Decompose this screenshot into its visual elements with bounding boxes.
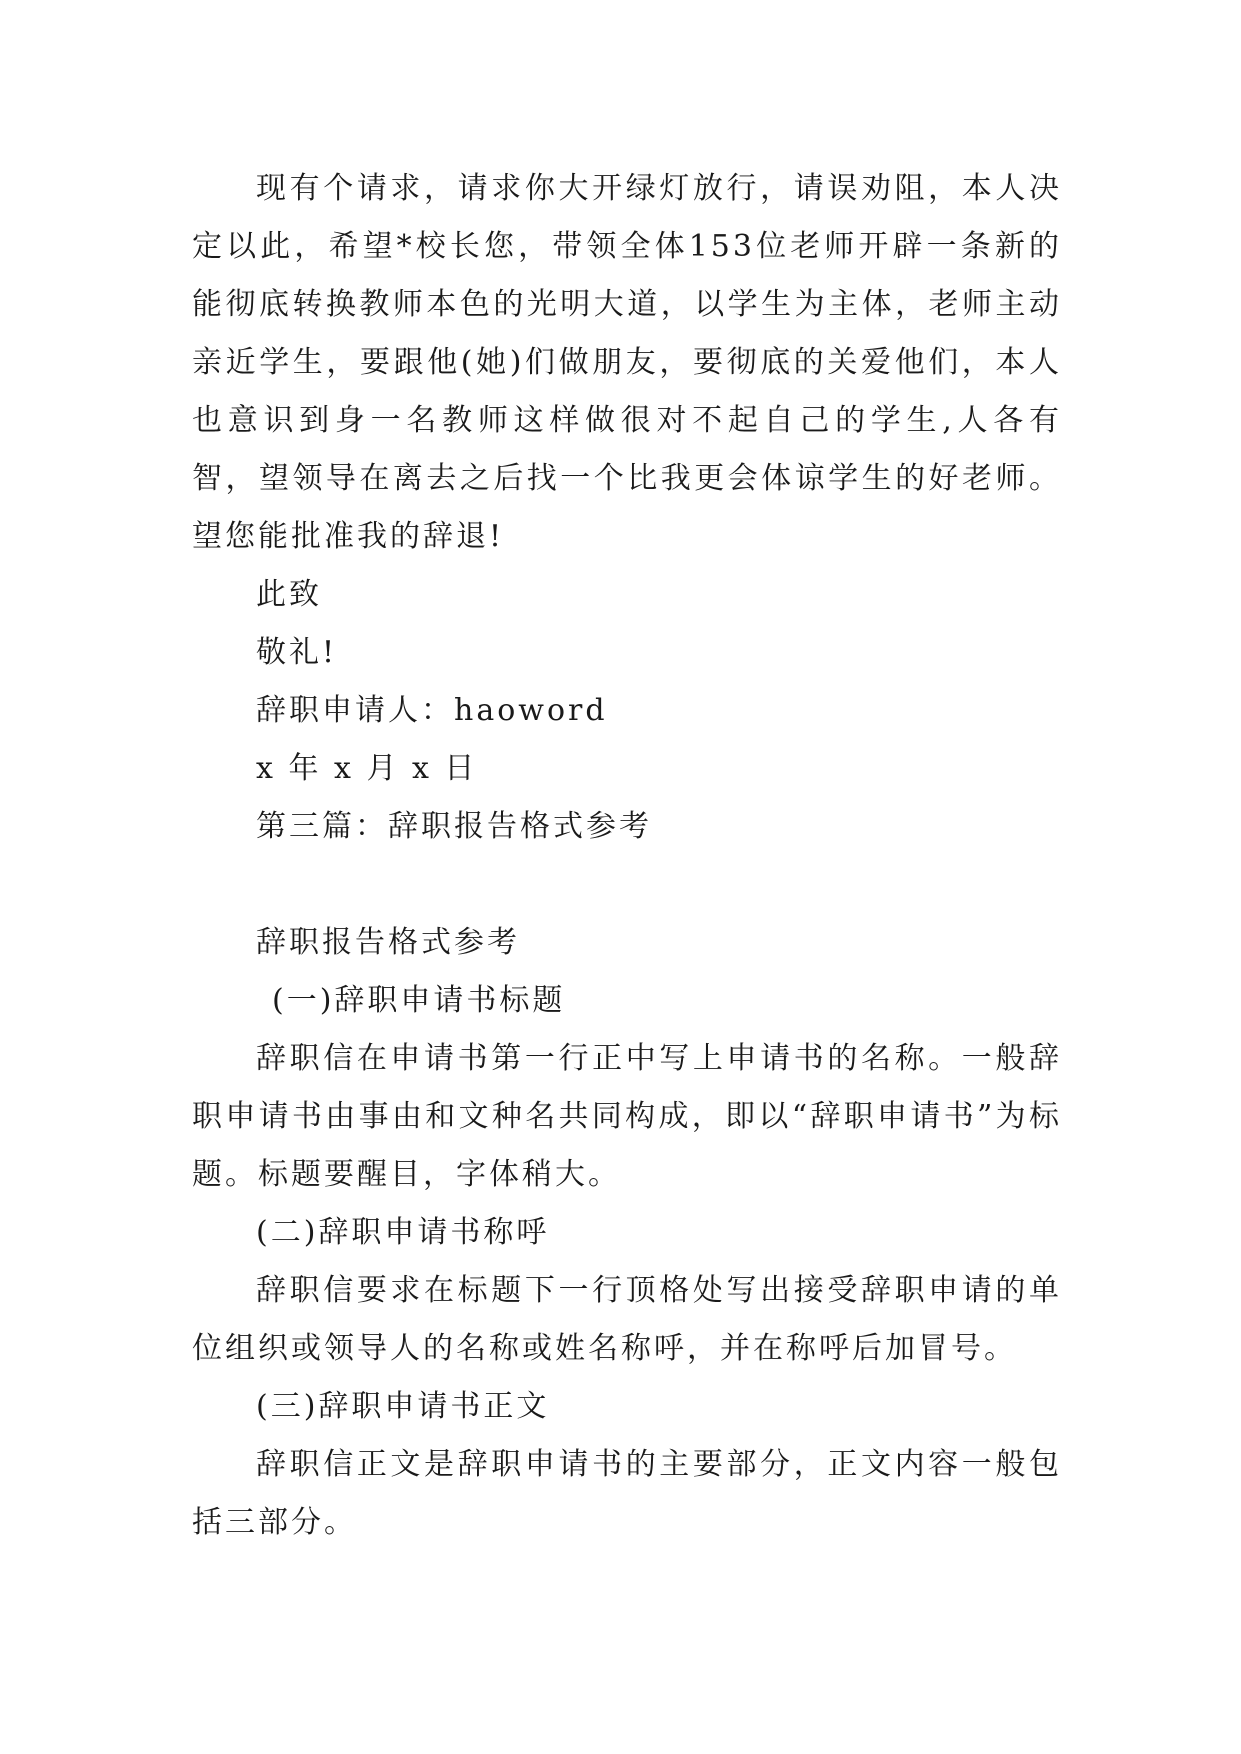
section-title: 第三篇：辞职报告格式参考 bbox=[256, 809, 652, 844]
heading-body: (三)辞职申请书正文 bbox=[256, 1389, 550, 1424]
document-body bbox=[192, 160, 1062, 1552]
blank-line bbox=[192, 856, 1062, 914]
date-line: x 年 x 月 x 日 bbox=[256, 751, 478, 786]
subtitle: 辞职报告格式参考 bbox=[256, 925, 520, 960]
signature-line: 辞职申请人：haoword bbox=[256, 693, 608, 728]
paragraph-body-desc: 辞职信正文是辞职申请书的主要部分，正文内容一般包括三部分。 bbox=[192, 1447, 1062, 1540]
resignation-paragraph: 现有个请求，请求你大开绿灯放行，请误劝阻，本人决定以此，希望*校长您，带领全体153位老师开辟一条新的能彻底转换教师本色的光明大道，以学生为主体，老师主动亲近学生，要跟他(她)们做朋友，要彻底的关爱他们，本人也意识到身一名教师这样做很对不起自己的学生,人各有智，望领导在离去之后找一个比我更会体谅学生的好老师。望您能批准我的辞退! bbox=[192, 171, 1062, 554]
heading-salutation: (二)辞职申请书称呼 bbox=[256, 1215, 550, 1250]
paragraph-salutation-desc: 辞职信要求在标题下一行顶格处写出接受辞职申请的单位组织或领导人的名称或姓名称呼，并在称呼后加冒号。 bbox=[192, 1273, 1062, 1366]
paragraph-title-desc: 辞职信在申请书第一行正中写上申请书的名称。一般辞职申请书由事由和文种名共同构成，即以“辞职申请书”为标题。标题要醒目，字体稍大。 bbox=[192, 1041, 1062, 1192]
heading-title: (一)辞职申请书标题 bbox=[272, 983, 566, 1018]
closing-salutation: 此致 bbox=[256, 577, 322, 612]
closing-regards: 敬礼! bbox=[256, 635, 338, 670]
